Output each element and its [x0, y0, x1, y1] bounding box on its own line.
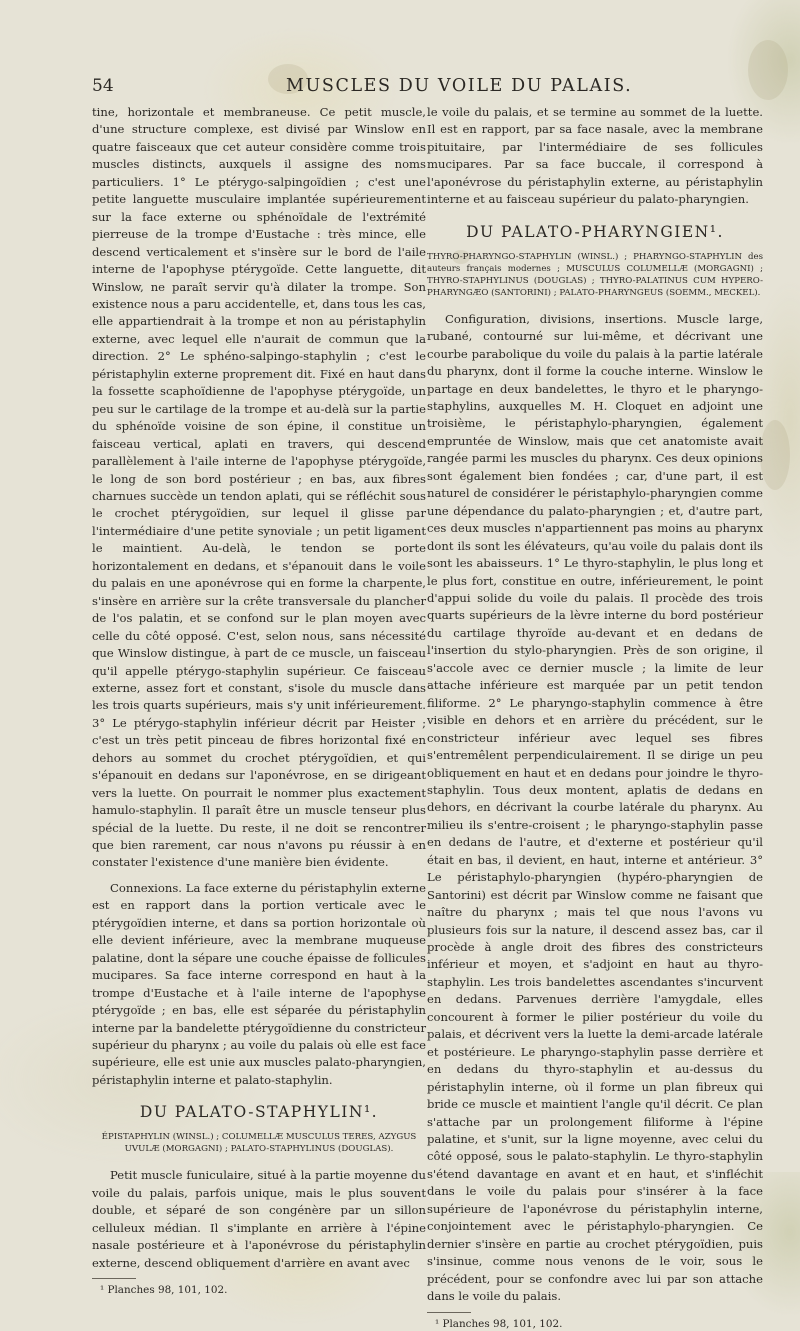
right-column	[427, 104, 763, 1331]
footnote-right: ¹ Planches 98, 101, 102.	[435, 1317, 563, 1330]
paragraph-palato-staphylin: Petit muscle funiculaire, situé à la partie moyenne du voile du palais, parfois unique, mais le plus souvent double, et séparé de son congénère par un sillon celluleux médian. Il s'implante en arrière à l'épine nasale postérieure et à l'aponévrose du péristaphylin externe, descend obliquement d'arrière en avant avec	[92, 1168, 426, 1270]
page-number: 54	[92, 76, 114, 96]
paper-stain	[760, 420, 790, 490]
paragraph-connexions: Connexions. La face externe du péristaphylin externe est en rapport dans la portion verticale avec le ptérygoïdien interne, et dans sa portion horizontale où elle devient inférieure, avec la membrane muqueuse palatine, dont la sépare une couche épaisse de follicules mucipares. Sa face interne correspond en haut à la trompe d'Eustache et à l'aile interne de l'apophyse ptérygoïde ; en bas, elle est séparée du péristaphylin interne par la bandelette ptérygoïdienne du constricteur supérieur du pharynx ; au voile du palais où elle est face supérieure, elle est unie aux muscles palato-pharyngien, péristaphylin interne et palato-staphylin.	[92, 880, 426, 1087]
synonymy-palato-staphylin: ÉPISTAPHYLIN (WINSL.) ; COLUMELLÆ MUSCULUS TERES, AZYGUS UVULÆ (MORGAGNI) ; PALATO-STAPHYLINUS (DOUGLAS).	[101, 1132, 417, 1155]
footnote-left: ¹ Planches 98, 101, 102.	[100, 1284, 228, 1297]
section-title-palato-pharyngien: DU PALATO-PHARYNGIEN¹.	[466, 222, 724, 241]
paragraph-palato-pharyngien: Configuration, divisions, insertions. Muscle large, rubané, contourné sur lui-même, et décrivant une courbe parabolique du voile du palais à la partie latérale du pharynx, dont il forme la couche interne. Winslow le partage en deux bandelettes, le thyro et le pharyngo-staphylins, auxquelles M. H. Cloquet en adjoint une troisième, le péristaphylo-pharyngien, également empruntée de Winslow, mais que cet anatomiste avait rangée parmi les muscles du pharynx. Ces deux opinions sont également bien fondées ; car, d'une part, il est naturel de considérer le péristaphylo-pharyngien comme une dépendance du palato-pharyngien ; et, d'autre part, ces deux muscles n'appartiennent pas moins au pharynx dont ils sont les élévateurs, qu'au voile du palais dont ils sont les abaisseurs. 1° Le thyro-staphylin, le plus long et le plus fort, constitue en outre, inférieurement, le point d'appui solide du voile du palais. Il procède des trois quarts supérieurs de la lèvre interne du bord postérieur du cartilage thyroïde au-devant et en dedans de l'insertion du stylo-pharyngien. Près de son origine, il s'accole avec ce dernier muscle ; la limite de leur attache inférieure est marquée par un petit tendon filiforme. 2° Le pharyngo-staphylin commence à être visible en dehors et en arrière du précédent, sur le constricteur inférieur avec lequel ses fibres s'entremêlent perpendiculairement. Il se dirige un peu obliquement en haut et en dedans pour joindre le thyro-staphylin. Tous deux montent, aplatis de dedans en dehors, en décrivant la courbe latérale du pharynx. Au milieu ils s'entre-croisent ; le pharyngo-staphylin passe en dedans de l'autre, et d'externe et postérieur qu'il était en bas, il devient, en haut, interne et antérieur. 3° Le péristaphylo-pharyngien (hypéro-pharyngien de Santorini) est décrit par Winslow comme ne faisant que naître du pharynx ; mais tel que nous l'avons vu plusieurs fois sur la nature, il descend assez bas, car il procède à angle droit des fibres des constricteurs inférieur et moyen, et s'adjoint en haut au thyro-staphylin. Les trois bandelettes ascendantes s'incurvent en dedans. Parvenues derrière l'amygdale, elles concourent à former le pilier postérieur du voile du palais, et décrivent vers la luette la demi-arcade latérale et postérieure. Le pharyngo-staphylin passe derrière et en dedans du thyro-staphylin et au-dessus du péristaphylin interne, où il forme un plan fibreux qui bride ce muscle et maintient l'angle qu'il décrit. Ce plan s'attache par un prolongement filiforme à l'épine palatine, et s'unit, sur la ligne moyenne, avec celui du côté opposé, sous le palato-staphylin. Le thyro-staphylin s'étend davantage en avant et en haut, et s'infléchit dans le voile du palais pour s'insérer à la face supérieure de l'aponévrose du péristaphylin interne, conjointement avec le péristaphylo-pharyngien. Ce dernier s'insère en partie au crochet ptérygoïdien, puis s'insinue, comme nous venons de le voir, sous le précédent, pour se confondre avec lui par son attache dans le voile du palais.	[427, 311, 763, 1304]
section-title-palato-staphylin: DU PALATO-STAPHYLIN¹.	[139, 1103, 379, 1122]
running-title: MUSCLES DU VOILE DU PALAIS.	[286, 76, 633, 96]
paragraph-periataphylin-externe-structure: tine, horizontale et membraneuse. Ce petit muscle, d'une structure complexe, est divisé par Winslow en quatre faisceaux que cet auteur considère comme trois muscles distincts, auxquels il assigne des noms particuliers. 1° Le ptérygo-salpingoïdien ; c'est une petite languette musculaire implantée supérieurement sur la face externe ou sphénoïdale de l'extrémité pierreuse de la trompe d'Eustache : très mince, elle descend verticalement et s'insère sur le bord de l'aile interne de l'apophyse ptérygoïde. Cette languette, dit Winslow, ne paraît servir qu'à dilater la trompe. Son existence nous a paru accidentelle, et, dans tous les cas, elle appartiendrait à la trompe et non au péristaphylin externe, avec lequel elle n'aurait de commun que la direction. 2° Le sphéno-salpingo-staphylin ; c'est le péristaphylin externe proprement dit. Fixé en haut dans la fossette scaphoïdienne de l'apophyse ptérygoïde, un peu sur le cartilage de la trompe et au-delà sur la partie du sphénoïde voisine de son épine, il constitue un faisceau vertical, aplati en travers, qui descend parallèlement à l'aile interne de l'apophyse ptérygoïde, le long de son bord postérieur ; en bas, aux fibres charnues succède un tendon aplati, qui se réfléchit sous le crochet ptérygoïdien, sur lequel il glisse par l'intermédiaire d'une petite synoviale ; un petit ligament le maintient. Au-delà, le tendon se porte horizontalement en dedans, et s'épanouit dans le voile du palais en une aponévrose qui en forme la charpente, s'insère en arrière sur la crête transversale du plancher de l'os palatin, et se confond sur le plan moyen avec celle du côté opposé. C'est, selon nous, sans nécessité que Winslow distingue, à part de ce muscle, un faisceau qu'il appelle ptérygo-staphylin supérieur. Ce faisceau externe, assez fort et constant, s'isole du muscle dans les trois quarts supérieurs, mais s'y unit inférieurement. 3° Le ptérygo-staphylin inférieur décrit par Heister ; c'est un très petit pinceau de fibres horizontal fixé en dehors au sommet du crochet ptérygoïdien, et qui s'épanouit en dedans sur l'aponévrose, en se dirigeant vers la luette. On pourrait le nommer plus exactement hamulo-staphylin. Il paraît être un muscle tenseur plus spécial de la luette. Du reste, il ne doit se rencontrer que bien rarement, car nous n'avons pu réussir à en constater l'existence d'une manière bien évidente.	[92, 105, 426, 870]
synonymy-palato-pharyngien: THYRO-PHARYNGO-STAPHYLIN (WINSL.) ; PHARYNGO-STAPHYLIN des auteurs français modernes ; MUSCULUS COLUMELLÆ (MORGAGNI) ; THYRO-STAPHYLINUS (DOUGLAS) ; THYRO-PALATINUS CUM HYPERO-PHARYNGÆO (SANTORINI) ; PALATO-PHARYNGEUS (SOEMM., MECKEL).	[427, 251, 763, 298]
paragraph-palato-staphylin-continued: le voile du palais, et se termine au sommet de la luette. Il est en rapport, par sa face nasale, avec la membrane pituitaire, par l'intermédiaire de ses follicules mucipares. Par sa face buccale, il correspond à l'aponévrose du péristaphylin externe, au péristaphylin interne et au faisceau supérieur du palato-pharyngien.	[427, 105, 763, 207]
page-header	[0, 76, 800, 102]
footnote-rule	[427, 1312, 471, 1313]
footnote-rule	[92, 1278, 136, 1279]
left-column	[92, 104, 426, 1297]
